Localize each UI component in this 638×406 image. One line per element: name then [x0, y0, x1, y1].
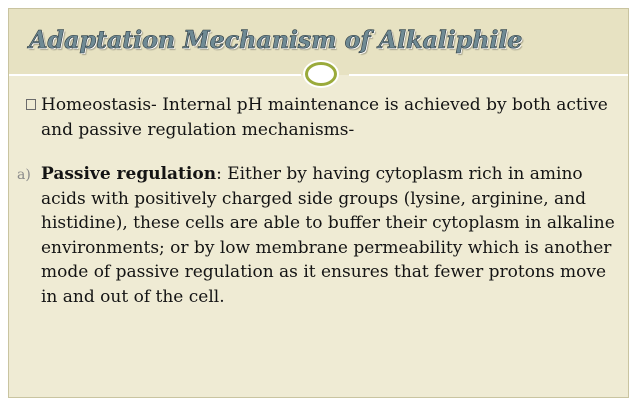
title-divider-left [9, 74, 301, 76]
bullet-item-homeostasis [25, 93, 621, 142]
hollow-square-bullet-icon [26, 99, 36, 110]
slide-frame [8, 8, 629, 398]
item-text: : Either by having cytoplasm rich in amino acids with positively charged side groups (lysine, arginine, and histidine), these cells are able to buffer their cytoplasm in alkaline environments; or by low membrane permeability which is another mode of passive regulation as it ensures that fewer protons move in and out of the cell. [41, 164, 615, 307]
title-divider-right [349, 74, 628, 76]
term-label: Passive regulation [41, 164, 217, 184]
slide-title: Adaptation Mechanism of Alkaliphile [29, 25, 523, 54]
ring-ornament-icon [305, 62, 337, 86]
numbered-item-passive-regulation [17, 162, 621, 309]
slide-body [17, 93, 621, 309]
list-marker: a) [17, 167, 31, 183]
bullet-text: Homeostasis- Internal pH maintenance is achieved by both active and passive regulation mechanisms- [41, 95, 608, 140]
